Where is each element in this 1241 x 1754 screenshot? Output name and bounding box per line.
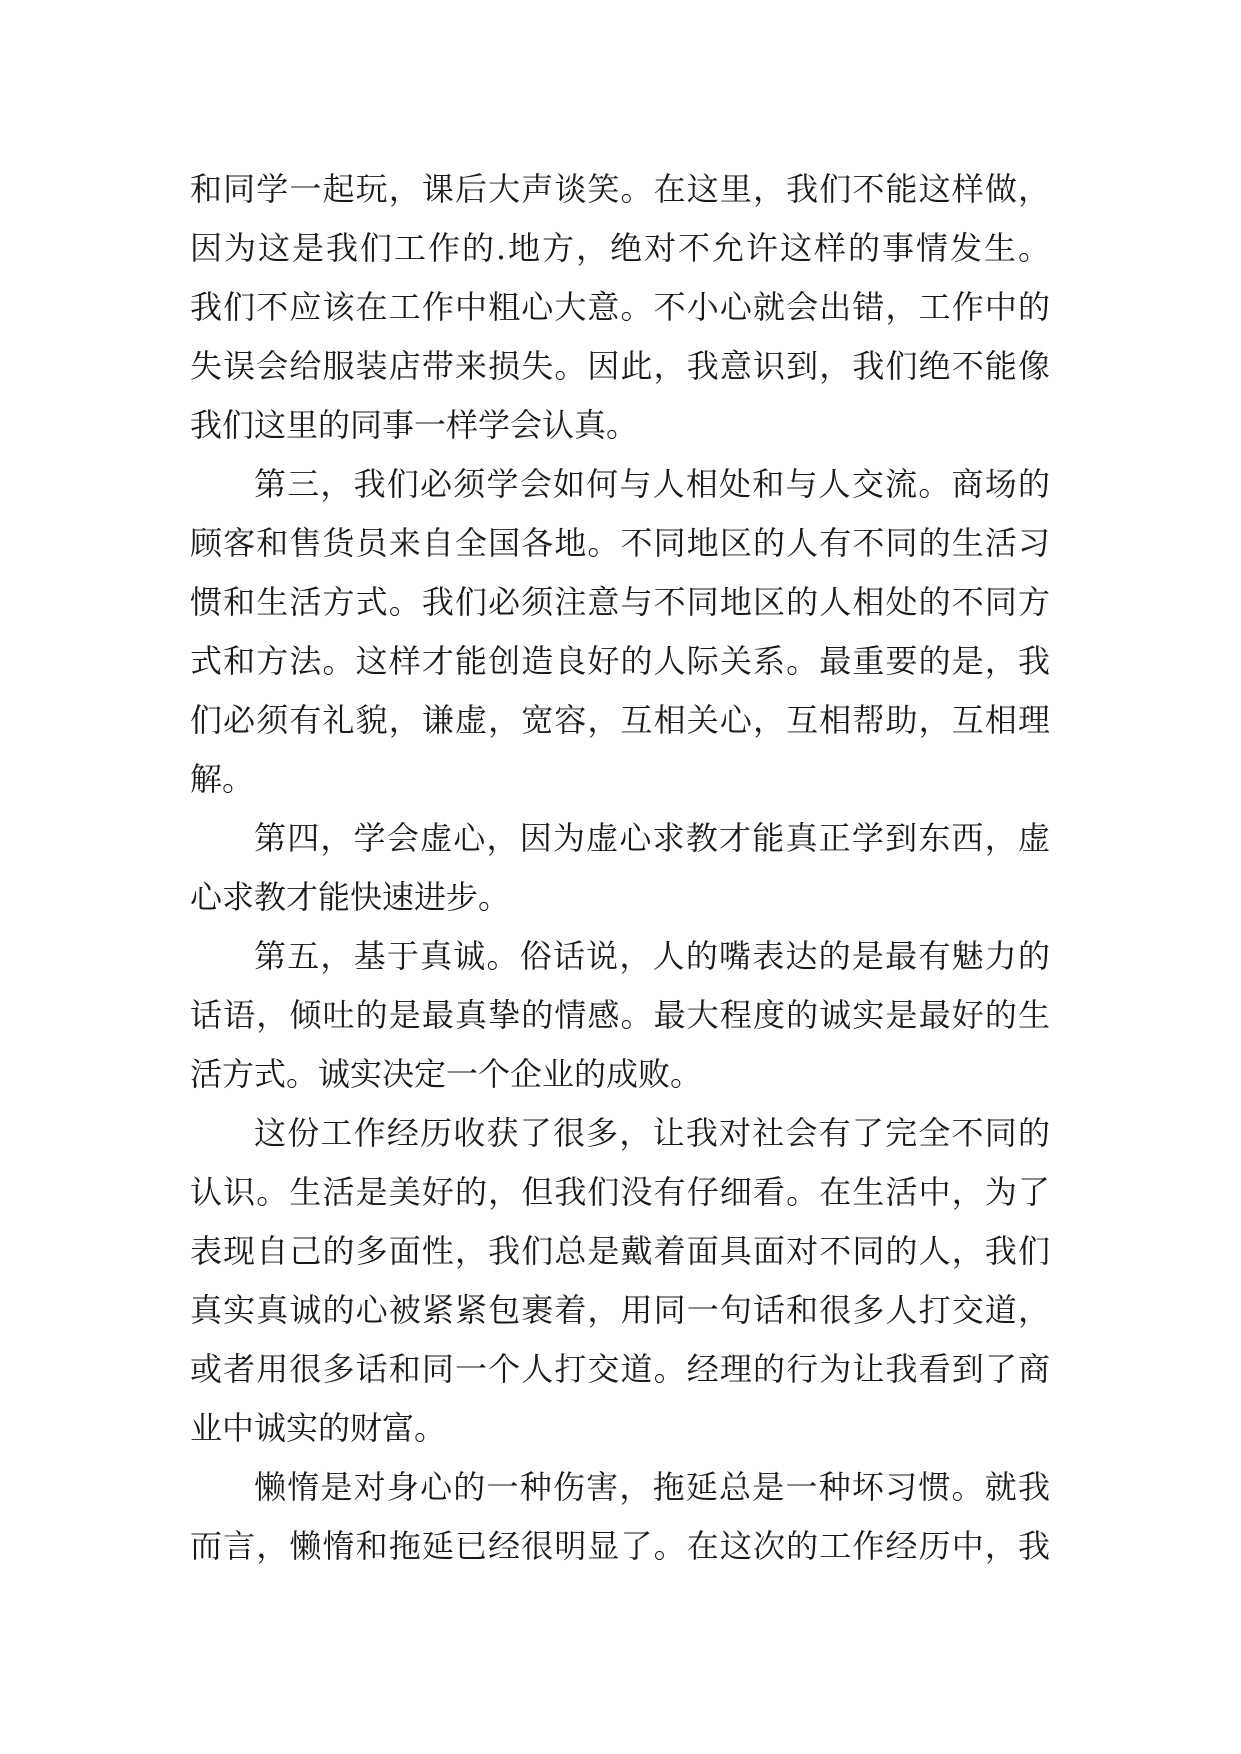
text-line: 我们不应该在工作中粗心大意。不小心就会出错，工作中的 <box>190 288 1050 326</box>
paragraph-first-line: 懒惰是对身心的一种伤害，拖延总是一种坏习惯。就我 <box>254 1468 1050 1506</box>
text-line: 失误会给服装店带来损失。因此，我意识到，我们绝不能像 <box>190 347 1050 385</box>
text-line: 业中诚实的财富。 <box>190 1409 447 1447</box>
text-line: 话语，倾吐的是最真挚的情感。最大程度的诚实是最好的生 <box>190 996 1050 1034</box>
text-line: 们必须有礼貌，谦虚，宽容，互相关心，互相帮助，互相理 <box>190 701 1050 739</box>
text-line: 认识。生活是美好的，但我们没有仔细看。在生活中，为了 <box>190 1173 1050 1211</box>
paragraph-first-line: 这份工作经历收获了很多，让我对社会有了完全不同的 <box>254 1114 1050 1152</box>
text-line: 我们这里的同事一样学会认真。 <box>190 406 639 444</box>
text-line: 表现自己的多面性，我们总是戴着面具面对不同的人，我们 <box>190 1232 1050 1270</box>
text-line: 式和方法。这样才能创造良好的人际关系。最重要的是，我 <box>190 642 1050 680</box>
text-line: 或者用很多话和同一个人打交道。经理的行为让我看到了商 <box>190 1350 1050 1388</box>
text-line: 和同学一起玩，课后大声谈笑。在这里，我们不能这样做， <box>190 170 1050 208</box>
text-line: 解。 <box>190 760 255 798</box>
text-line: 活方式。诚实决定一个企业的成败。 <box>190 1055 703 1093</box>
text-line: 顾客和售货员来自全国各地。不同地区的人有不同的生活习 <box>190 524 1050 562</box>
paragraph-first-line: 第三，我们必须学会如何与人相处和与人交流。商场的 <box>254 465 1050 503</box>
paragraph-first-line: 第四，学会虚心，因为虚心求教才能真正学到东西，虚 <box>254 819 1050 857</box>
text-line: 惯和生活方式。我们必须注意与不同地区的人相处的不同方 <box>190 583 1050 621</box>
paragraph-first-line: 第五，基于真诚。俗话说，人的嘴表达的是最有魅力的 <box>254 937 1050 975</box>
text-line: 而言，懒惰和拖延已经很明显了。在这次的工作经历中，我 <box>190 1527 1050 1565</box>
text-line: 真实真诚的心被紧紧包裹着，用同一句话和很多人打交道， <box>190 1291 1050 1329</box>
text-line: 因为这是我们工作的.地方，绝对不允许这样的事情发生。 <box>190 229 1050 267</box>
text-line: 心求教才能快速进步。 <box>190 878 511 916</box>
document-body <box>190 160 1050 1576</box>
